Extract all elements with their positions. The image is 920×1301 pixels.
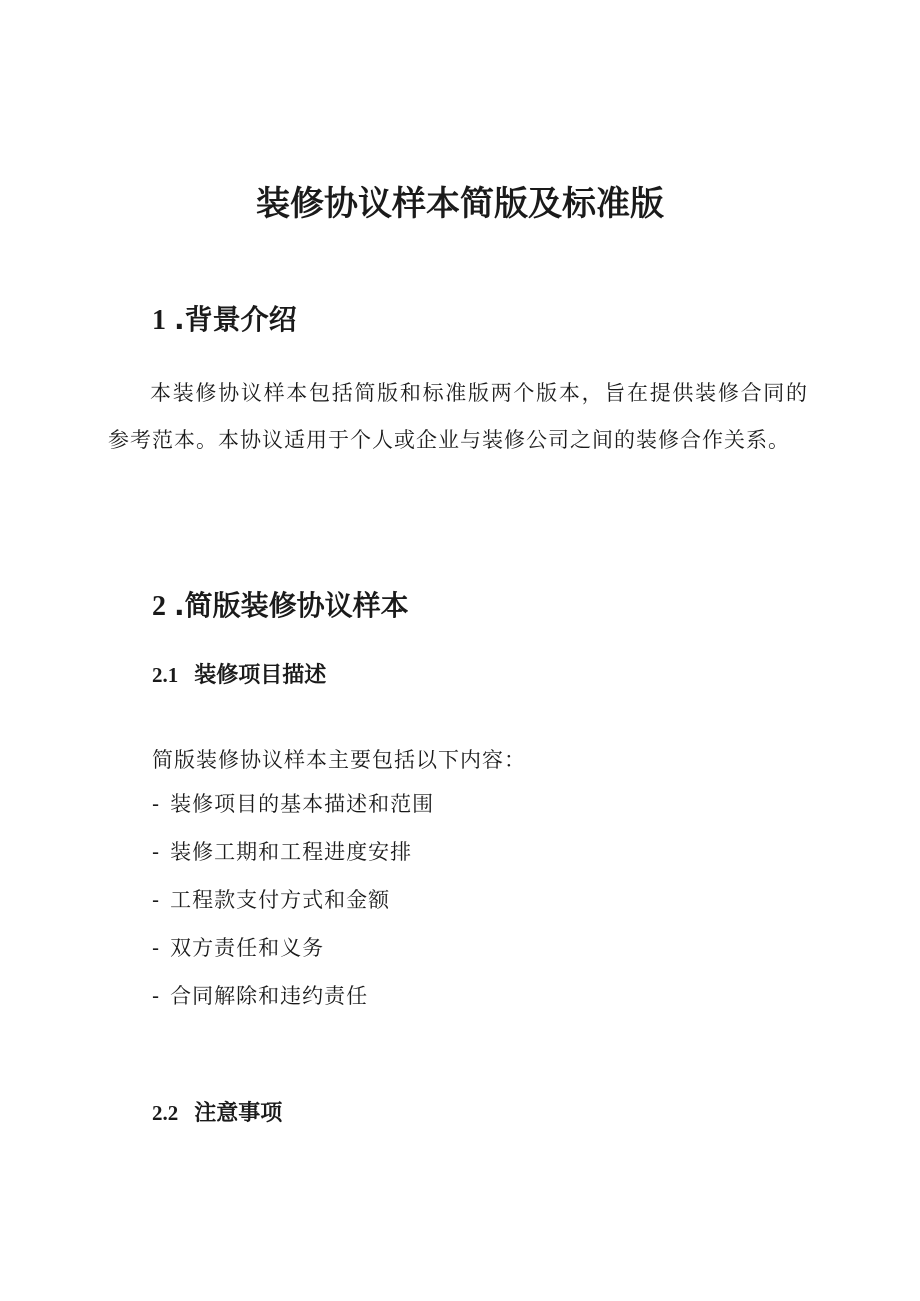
bullet-dash: - [152, 888, 161, 912]
list-item [152, 788, 434, 836]
list-item [152, 932, 434, 980]
section-2-number: 2 [152, 591, 166, 622]
list-item [152, 980, 434, 1028]
list-item-text: 工程款支付方式和金额 [170, 888, 391, 912]
section-1-heading [152, 298, 297, 338]
bullet-dash: - [152, 984, 161, 1008]
list-item-text: 装修工期和工程进度安排 [170, 840, 413, 864]
subsection-2-1-number: 2.1 [152, 663, 179, 687]
list-item [152, 836, 434, 884]
section-1-paragraph: 本装修协议样本包括简版和标准版两个版本，旨在提供装修合同的参考范本。本协议适用于个人或企业与装修公司之间的装修合作关系。 [108, 381, 808, 452]
list-item-text: 合同解除和违约责任 [170, 984, 369, 1008]
bullet-dash: - [152, 936, 161, 960]
document-title: 装修协议样本简版及标准版 [256, 184, 664, 224]
subsection-2-1-heading [152, 658, 326, 689]
section-2-title: .简版装修协议样本 [174, 589, 409, 622]
subsection-2-1-title: 装修项目描述 [194, 663, 327, 688]
subsection-2-2-number: 2.2 [152, 1101, 179, 1125]
subsection-2-2-heading [152, 1096, 282, 1127]
section-2-heading [152, 584, 409, 624]
list-item-text: 双方责任和义务 [170, 936, 325, 960]
list-item-text: 装修项目的基本描述和范围 [170, 792, 435, 816]
section-1-number: 1 [152, 305, 166, 336]
section-1-title: .背景介绍 [174, 303, 297, 336]
list-item [152, 884, 434, 932]
bullet-dash: - [152, 840, 161, 864]
bullet-dash: - [152, 792, 161, 816]
subsection-2-1-intro: 简版装修协议样本主要包括以下内容： [152, 748, 526, 772]
subsection-2-2-title: 注意事项 [194, 1101, 283, 1126]
content-list [152, 788, 434, 1028]
